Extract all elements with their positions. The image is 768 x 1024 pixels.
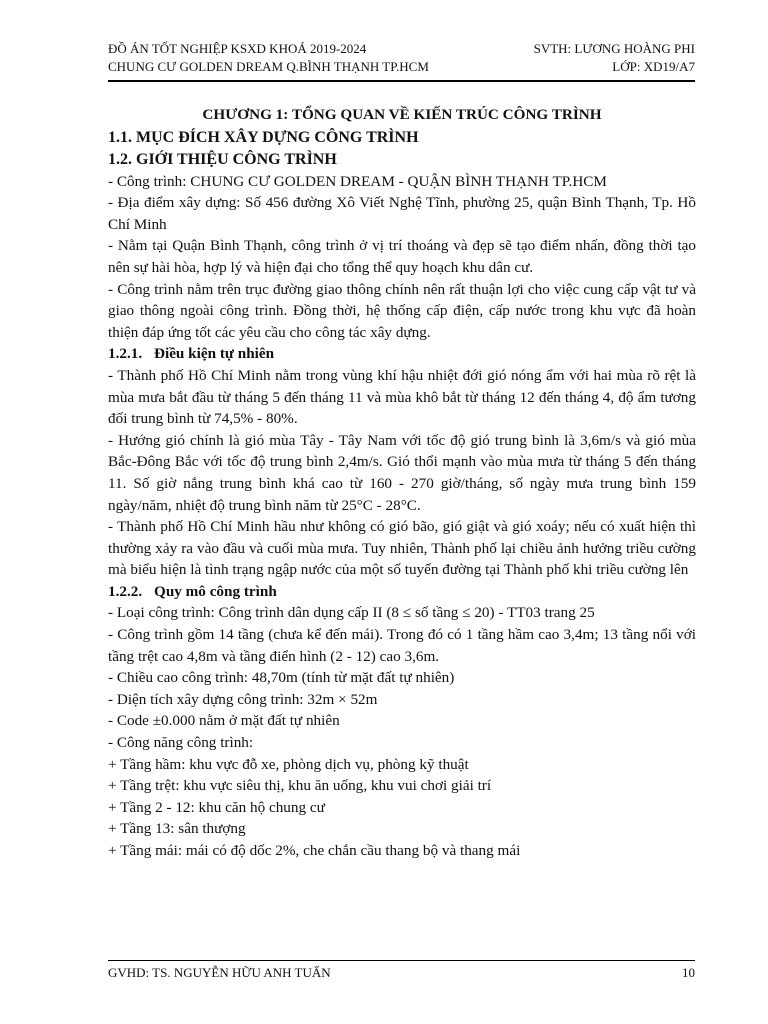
scale-item: - Công trình gồm 14 tầng (chưa kể đến mái). Trong đó có 1 tầng hầm cao 3,4m; 13 tầng nổi với tầng trệt cao 4,8m và tầng điển hình (2 - 12) cao 3,6m.	[108, 626, 696, 665]
scale-item: + Tầng mái: mái có độ dốc 2%, che chắn cầu thang bộ và thang mái	[108, 842, 521, 859]
scale-item: - Chiều cao công trình: 48,70m (tính từ mặt đất tự nhiên)	[108, 669, 455, 687]
scale-item: + Tầng 13: sân thượng	[108, 820, 246, 838]
section-heading-1-1: 1.1. MỤC ĐÍCH XÂY DỰNG CÔNG TRÌNH	[108, 128, 419, 146]
header-building-name: CHUNG CƯ GOLDEN DREAM Q.BÌNH THẠNH TP.HCM	[108, 59, 429, 74]
nature-paragraph: - Thành phố Hồ Chí Minh nằm trong vùng khí hậu nhiệt đới gió nóng ẩm với hai mùa rõ rệt là mùa mưa bắt đầu từ tháng 5 đến tháng 11 và mùa khô bắt từ tháng 12 đến tháng 4, độ ẩm tương đối trung bình từ 74,5% - 80%.	[108, 366, 696, 428]
intro-paragraph: - Địa điểm xây dựng: Số 456 đường Xô Viết Nghệ Tĩnh, phường 25, quận Bình Thạnh, Tp. Hồ Chí Minh	[108, 194, 696, 233]
intro-paragraph: - Nằm tại Quận Bình Thạnh, công trình ở vị trí thoáng và đẹp sẽ tạo điểm nhấn, đồng thời tạo nên sự hài hòa, hợp lý và hiện đại cho tổng thể quy hoạch khu dân cư.	[108, 237, 696, 276]
scale-item: - Loại công trình: Công trình dân dụng cấp II (8 ≤ số tầng ≤ 20) - TT03 trang 25	[108, 604, 595, 622]
scale-item: - Công năng công trình:	[108, 734, 254, 752]
scale-item: + Tầng 2 - 12: khu căn hộ chung cư	[108, 798, 325, 816]
intro-paragraph: - Công trình: CHUNG CƯ GOLDEN DREAM - QUẬN BÌNH THẠNH TP.HCM	[108, 172, 607, 190]
page-content	[108, 104, 696, 862]
subsection-number: 1.2.2.	[108, 582, 143, 600]
header-student: SVTH: LƯƠNG HOÀNG PHI	[533, 41, 695, 56]
chapter-title: CHƯƠNG 1: TỔNG QUAN VỀ KIẾN TRÚC CÔNG TRÌNH	[202, 106, 602, 123]
subsection-heading-1-2-2	[108, 581, 696, 603]
section-heading-1-2: 1.2. GIỚI THIỆU CÔNG TRÌNH	[108, 150, 337, 168]
footer-advisor: GVHD: TS. NGUYỄN HỮU ANH TUẤN	[108, 965, 331, 980]
intro-paragraph: - Công trình nằm trên trục đường giao thông chính nên rất thuận lợi cho việc cung cấp vật tư và giao thông ngoài công trình. Đồng thời, hệ thống cấp điện, cấp nước trong khu vực đã hoàn thiện đáp ứng tốt các yêu cầu cho công tác xây dựng.	[108, 280, 696, 341]
header-class: LỚP: XD19/A7	[612, 59, 695, 74]
header-divider	[108, 80, 695, 82]
scale-item: + Tầng trệt: khu vực siêu thị, khu ăn uống, khu vui chơi giải trí	[108, 777, 492, 795]
subsection-title: Điều kiện tự nhiên	[154, 345, 275, 363]
nature-paragraph: - Hướng gió chính là gió mùa Tây - Tây Nam với tốc độ gió trung bình là 3,6m/s và gió mùa Bắc-Đông Bắc với tốc độ trung bình 2,4m/s. Gió thổi mạnh vào mùa mưa từ tháng 5 đến tháng 11. Số giờ nắng trung bình khá cao từ 160 - 270 giờ/tháng, số ngày mưa trung bình 159 ngày/năm, nhiệt độ trung bình năm từ 25°C - 28°C.	[108, 431, 696, 514]
subsection-number: 1.2.1.	[108, 345, 143, 363]
subsection-title: Quy mô công trình	[154, 582, 277, 600]
scale-item: - Diện tích xây dựng công trình: 32m × 52m	[108, 690, 378, 708]
page-footer	[108, 964, 695, 982]
scale-item: + Tầng hầm: khu vực đỗ xe, phòng dịch vụ, phòng kỹ thuật	[108, 755, 469, 773]
header-project-title: ĐỒ ÁN TỐT NGHIỆP KSXD KHOÁ 2019-2024	[108, 41, 367, 56]
nature-paragraph: - Thành phố Hồ Chí Minh hầu như không có gió bão, gió giật và gió xoáy; nếu có xuất hiện thì thường xảy ra vào đầu và cuối mùa mưa. Tuy nhiên, Thành phố lại chiều ảnh hưởng triều cường mà biểu hiện là tình trạng ngập nước của một số tuyến đường tại Thành phố khi triều cường lên	[108, 518, 696, 579]
scale-item: - Code ±0.000 nằm ở mặt đất tự nhiên	[108, 712, 340, 730]
page-header	[108, 40, 695, 76]
footer-divider	[108, 960, 695, 961]
subsection-heading-1-2-1	[108, 343, 696, 365]
page-number: 10	[682, 965, 695, 980]
